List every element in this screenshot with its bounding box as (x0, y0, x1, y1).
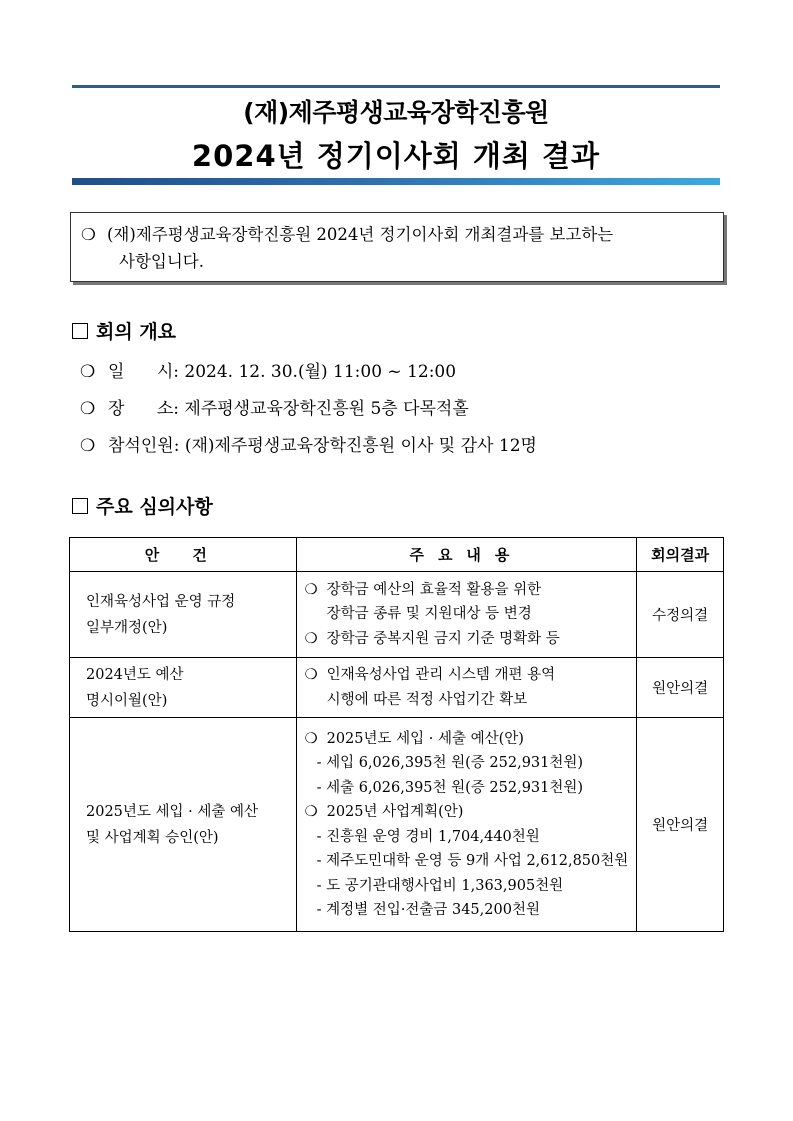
page-title: 2024년 정기이사회 개최 결과 (191, 139, 601, 173)
agenda-item-cell (70, 572, 297, 658)
summary-box (70, 212, 724, 282)
agenda-content-cell (296, 658, 637, 718)
square-bullet-icon (72, 498, 88, 514)
circle-bullet-icon: ❍ (80, 399, 96, 419)
circle-bullet-icon: ❍ (304, 804, 318, 820)
agenda-content-line (305, 727, 629, 752)
agenda-content-text: - 세입 6,026,395천 원(증 252,931천원) (316, 755, 584, 771)
circle-bullet-icon: ❍ (304, 581, 318, 598)
summary-line-2: 사항입니다. (119, 252, 204, 271)
agenda-content-line (305, 776, 629, 801)
table-header-row (70, 538, 724, 572)
agenda-content-text: 2025년도 세입 · 세출 예산(안) (326, 730, 524, 747)
agenda-result-cell: 수정의결 (637, 572, 724, 658)
summary-line-1 (81, 221, 713, 248)
agenda-item-text: 2025년도 세입 · 세출 예산 (86, 803, 259, 820)
section-agenda-heading: 주요 심의사항 (72, 492, 213, 519)
circle-bullet-icon: ❍ (304, 630, 318, 647)
agenda-item-text: 일부개정(안) (86, 619, 168, 636)
table-row (70, 572, 724, 658)
agenda-content-text: - 제주도민대학 운영 등 9개 사업 2,612,850천원 (316, 853, 629, 869)
table-row (70, 658, 724, 718)
agenda-content-line (305, 874, 629, 899)
column-header-content: 주요내용 (296, 538, 637, 572)
agenda-content-text: 시행에 따른 적정 사업기간 확보 (326, 691, 528, 708)
title-top-rule (72, 85, 720, 88)
overview-date-row: ❍ 일 시: 2024. 12. 30.(월) 11:00 ~ 12:00 (80, 362, 457, 382)
agenda-table (69, 537, 724, 932)
org-title: (재)제주평생교육장학진흥원 (243, 98, 549, 127)
circle-bullet-icon: ❍ (81, 225, 96, 244)
agenda-content-line (305, 578, 629, 603)
agenda-item-text: 인재육성사업 운영 규정 (86, 593, 236, 610)
agenda-content-line (305, 627, 629, 652)
table-row (70, 718, 724, 932)
agenda-content-cell (296, 718, 637, 932)
agenda-content-line (305, 663, 629, 688)
agenda-item-cell (70, 658, 297, 718)
agenda-content-text: - 세출 6,026,395천 원(증 252,931천원) (316, 779, 584, 796)
agenda-content-text: 장학금 예산의 효율적 활용을 위한 (326, 581, 542, 598)
agenda-item-text: 명시이월(안) (86, 692, 168, 709)
circle-bullet-icon: ❍ (304, 730, 318, 747)
agenda-result-cell: 원안의결 (637, 718, 724, 932)
agenda-content-line (305, 849, 629, 874)
agenda-result-cell: 원안의결 (637, 658, 724, 718)
square-bullet-icon (72, 323, 88, 339)
overview-place-row: ❍ 장 소: 제주평생교육장학진흥원 5층 다목적홀 (80, 399, 469, 419)
circle-bullet-icon: ❍ (80, 436, 96, 456)
overview-attendees-row: ❍ 참석인원: (재)제주평생교육장학진흥원 이사 및 감사 12명 (80, 436, 537, 456)
agenda-content-text: 2025년 사업계획(안) (326, 804, 464, 820)
agenda-content-cell (296, 572, 637, 658)
circle-bullet-icon: ❍ (80, 362, 96, 382)
agenda-content-line (305, 825, 629, 850)
agenda-content-line (305, 751, 629, 776)
agenda-content-line (305, 688, 629, 713)
agenda-item-cell (70, 718, 297, 932)
agenda-item-text: 2024년도 예산 (86, 666, 184, 683)
title-bottom-rule (72, 178, 720, 185)
agenda-content-text: - 계정별 전입·전출금 345,200천원 (316, 902, 540, 918)
agenda-item-text: 및 사업계획 승인(안) (86, 829, 219, 846)
agenda-content-line (305, 898, 629, 923)
agenda-content-text: 장학금 중복지원 금지 기준 명확화 등 (326, 630, 560, 647)
agenda-content-text: 인재육성사업 관리 시스템 개편 용역 (326, 667, 556, 683)
summary-text: (재)제주평생교육장학진흥원 2024년 정기이사회 개최결과를 보고하는 (107, 225, 614, 244)
column-header-result: 회의결과 (637, 538, 724, 572)
agenda-content-line (305, 800, 629, 825)
agenda-content-text: - 진흥원 운영 경비 1,704,440천원 (316, 828, 540, 845)
circle-bullet-icon: ❍ (304, 667, 318, 683)
column-header-item: 안 건 (70, 538, 297, 572)
section-overview-heading: 회의 개요 (72, 317, 176, 344)
agenda-content-line (305, 602, 629, 627)
agenda-content-text: - 도 공기관대행사업비 1,363,905천원 (316, 877, 564, 894)
agenda-content-text: 장학금 종류 및 지원대상 등 변경 (326, 606, 532, 623)
